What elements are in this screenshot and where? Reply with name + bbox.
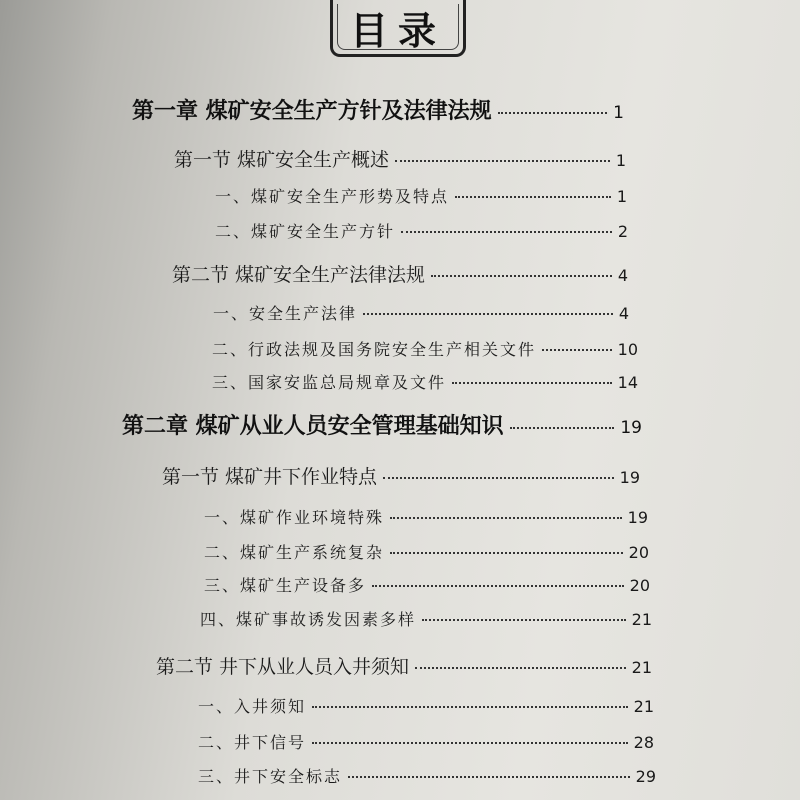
toc-label: 二、煤矿安全生产方针	[215, 222, 396, 241]
toc-page-number: 19	[619, 468, 640, 487]
toc-page-number: 19	[627, 508, 648, 527]
toc-item	[204, 573, 650, 596]
toc-label: 二、煤矿生产系统复杂	[204, 543, 385, 562]
toc-item	[204, 505, 648, 528]
toc-page-number: 20	[628, 543, 649, 562]
toc-label: 一、煤矿作业环境特殊	[204, 508, 385, 527]
toc-item	[198, 730, 654, 753]
toc-label: 一、煤矿安全生产形势及特点	[215, 187, 450, 206]
toc-item	[215, 219, 628, 242]
toc-page-number: 21	[633, 697, 654, 716]
toc-page-number: 28	[633, 733, 654, 752]
leader-dots	[312, 742, 628, 744]
leader-dots	[422, 619, 626, 621]
toc-label: 第一节 煤矿安全生产概述	[174, 149, 390, 171]
toc-label: 四、煤矿事故诱发因素多样	[200, 610, 417, 629]
toc-item	[212, 337, 638, 360]
toc-label: 第一章 煤矿安全生产方针及法律法规	[132, 98, 492, 124]
toc-page-number: 29	[635, 767, 656, 786]
leader-dots	[455, 196, 611, 198]
toc-label: 二、行政法规及国务院安全生产相关文件	[212, 340, 537, 359]
toc-chapter-2	[122, 409, 642, 440]
toc-page-number: 2	[617, 222, 628, 241]
toc-section-1-2	[172, 260, 628, 287]
toc-label: 第二节 井下从业人员入井须知	[156, 656, 410, 678]
leader-dots	[542, 349, 612, 351]
leader-dots	[395, 160, 610, 162]
toc-label: 一、入井须知	[198, 697, 307, 716]
toc-section-2-2	[156, 652, 652, 679]
toc-page-number: 1	[616, 187, 627, 206]
toc-item	[198, 764, 656, 787]
leader-dots	[390, 517, 622, 519]
toc-label: 二、井下信号	[198, 733, 307, 752]
leader-dots	[510, 427, 615, 429]
toc-label: 三、国家安监总局规章及文件	[212, 373, 447, 392]
toc-label: 第一节 煤矿井下作业特点	[162, 466, 378, 488]
toc-page-number: 20	[629, 576, 650, 595]
toc-item	[198, 694, 654, 717]
toc-item	[215, 184, 627, 207]
toc-section-1-1	[174, 145, 626, 172]
leader-dots	[363, 313, 613, 315]
leader-dots	[498, 112, 608, 114]
toc-label: 三、井下安全标志	[198, 767, 343, 786]
toc-page-number: 10	[617, 340, 638, 359]
page-title: 目录	[330, 0, 466, 57]
leader-dots	[372, 585, 624, 587]
toc-label: 第二节 煤矿安全生产法律法规	[172, 264, 426, 286]
toc-section-2-1	[162, 462, 640, 489]
leader-dots	[401, 231, 612, 233]
toc-label: 一、安全生产法律	[213, 304, 358, 323]
toc-page-number: 21	[631, 610, 652, 629]
toc-page-number: 1	[615, 151, 626, 170]
leader-dots	[431, 275, 612, 277]
toc-page-number: 21	[631, 658, 652, 677]
toc-item	[204, 540, 649, 563]
toc-item	[200, 607, 652, 630]
toc-item	[213, 301, 629, 324]
toc-chapter-1	[132, 94, 624, 125]
toc-page-number: 4	[618, 304, 629, 323]
toc-label: 三、煤矿生产设备多	[204, 576, 367, 595]
leader-dots	[383, 477, 614, 479]
toc-label: 第二章 煤矿从业人员安全管理基础知识	[122, 413, 504, 439]
toc-page-number: 1	[613, 103, 624, 123]
leader-dots	[348, 776, 630, 778]
toc-page-number: 14	[617, 373, 638, 392]
toc-page-number: 19	[620, 418, 642, 438]
leader-dots	[390, 552, 623, 554]
leader-dots	[415, 667, 626, 669]
leader-dots	[312, 706, 628, 708]
leader-dots	[452, 382, 612, 384]
toc-item	[212, 370, 638, 393]
toc-page-number: 4	[617, 266, 628, 285]
